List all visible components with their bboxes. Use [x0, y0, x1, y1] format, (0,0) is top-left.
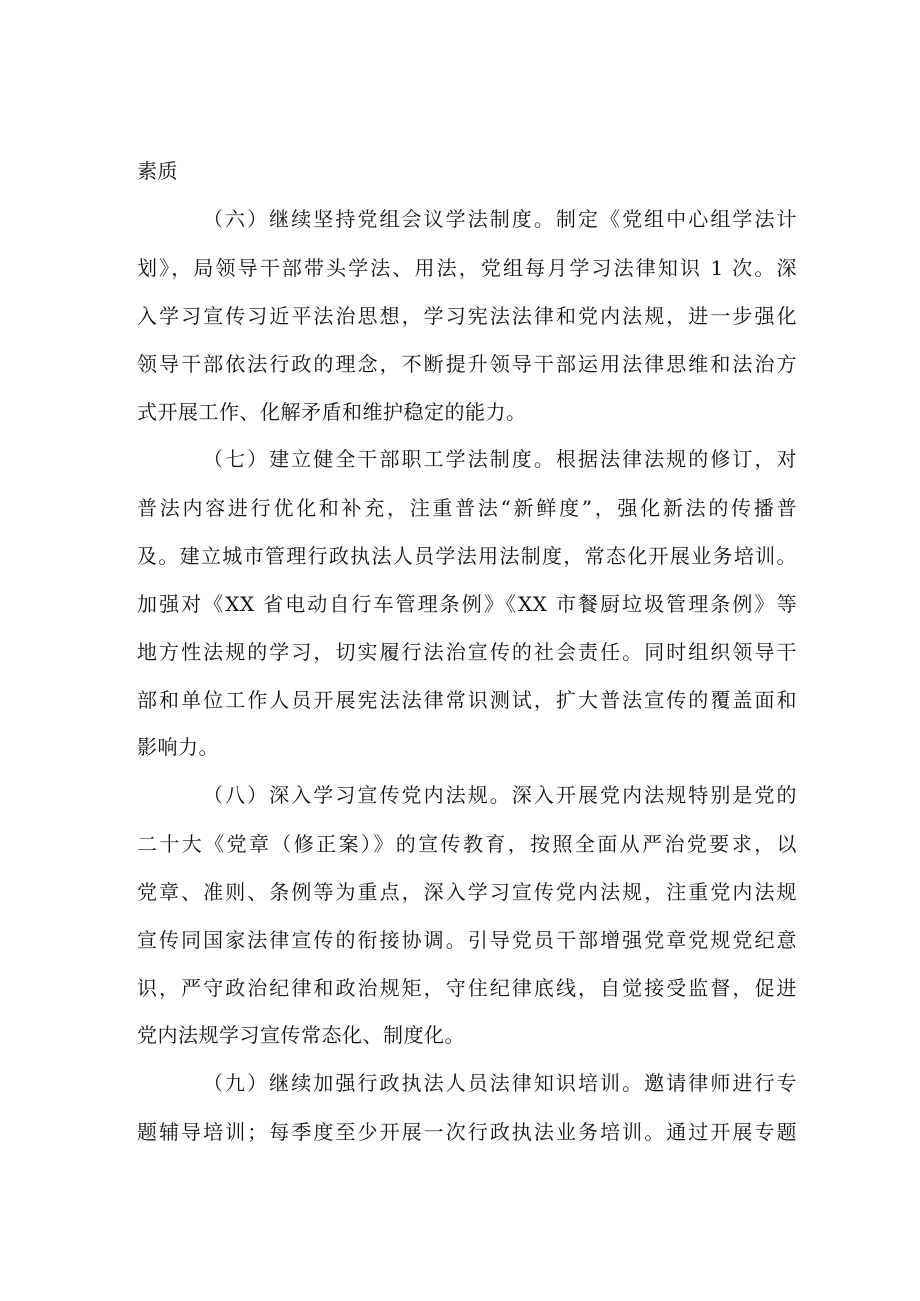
paragraph-line: 党章、准则、条例等为重点，深入学习宣传党内法规，注重党内法规	[137, 880, 797, 904]
paragraph-line: 二十大《党章（修正案）》的宣传教育，按照全面从严治党要求，以	[137, 832, 797, 856]
paragraph-line: 影响力。	[137, 735, 219, 759]
paragraph-line: 普法内容进行优化和补充，注重普法“新鲜度”，强化新法的传播普	[137, 496, 797, 520]
paragraph-line: 题辅导培训；每季度至少开展一次行政执法业务培训。通过开展专题	[137, 1120, 797, 1144]
paragraph-line: （八）深入学习宣传党内法规。深入开展党内法规特别是党的	[203, 783, 797, 807]
paragraph-line: 领导干部依法行政的理念，不断提升领导干部运用法律思维和法治方	[137, 352, 797, 376]
paragraph-line: （七）建立健全干部职工学法制度。根据法律法规的修订，对	[203, 447, 797, 471]
paragraph-line: （九）继续加强行政执法人员法律知识培训。邀请律师进行专	[203, 1071, 797, 1095]
paragraph-line: 加强对《XX 省电动自行车管理条例》《XX 市餐厨垃圾管理条例》等	[137, 592, 797, 616]
paragraph-line: 划》，局领导干部带头学法、用法，党组每月学习法律知识 1 次。深	[137, 256, 797, 280]
paragraph-line: 识，严守政治纪律和政治规矩，守住纪律底线，自觉接受监督，促进	[137, 976, 797, 1000]
paragraph-line: 及。建立城市管理行政执法人员学法用法制度，常态化开展业务培训。	[137, 544, 797, 568]
paragraph-line: 素质	[137, 159, 178, 183]
paragraph-line: 部和单位工作人员开展宪法法律常识测试，扩大普法宣传的覆盖面和	[137, 688, 797, 712]
paragraph-line: 入学习宣传习近平法治思想，学习宪法法律和党内法规，进一步强化	[137, 304, 797, 328]
paragraph-line: 地方性法规的学习，切实履行法治宣传的社会责任。同时组织领导干	[137, 640, 797, 664]
paragraph-line: 党内法规学习宣传常态化、制度化。	[137, 1023, 465, 1047]
paragraph-line: （六）继续坚持党组会议学法制度。制定《党组中心组学法计	[203, 207, 797, 231]
paragraph-line: 宣传同国家法律宣传的衔接协调。引导党员干部增强党章党规党纪意	[137, 928, 797, 952]
paragraph-line: 式开展工作、化解矛盾和维护稳定的能力。	[137, 400, 527, 424]
